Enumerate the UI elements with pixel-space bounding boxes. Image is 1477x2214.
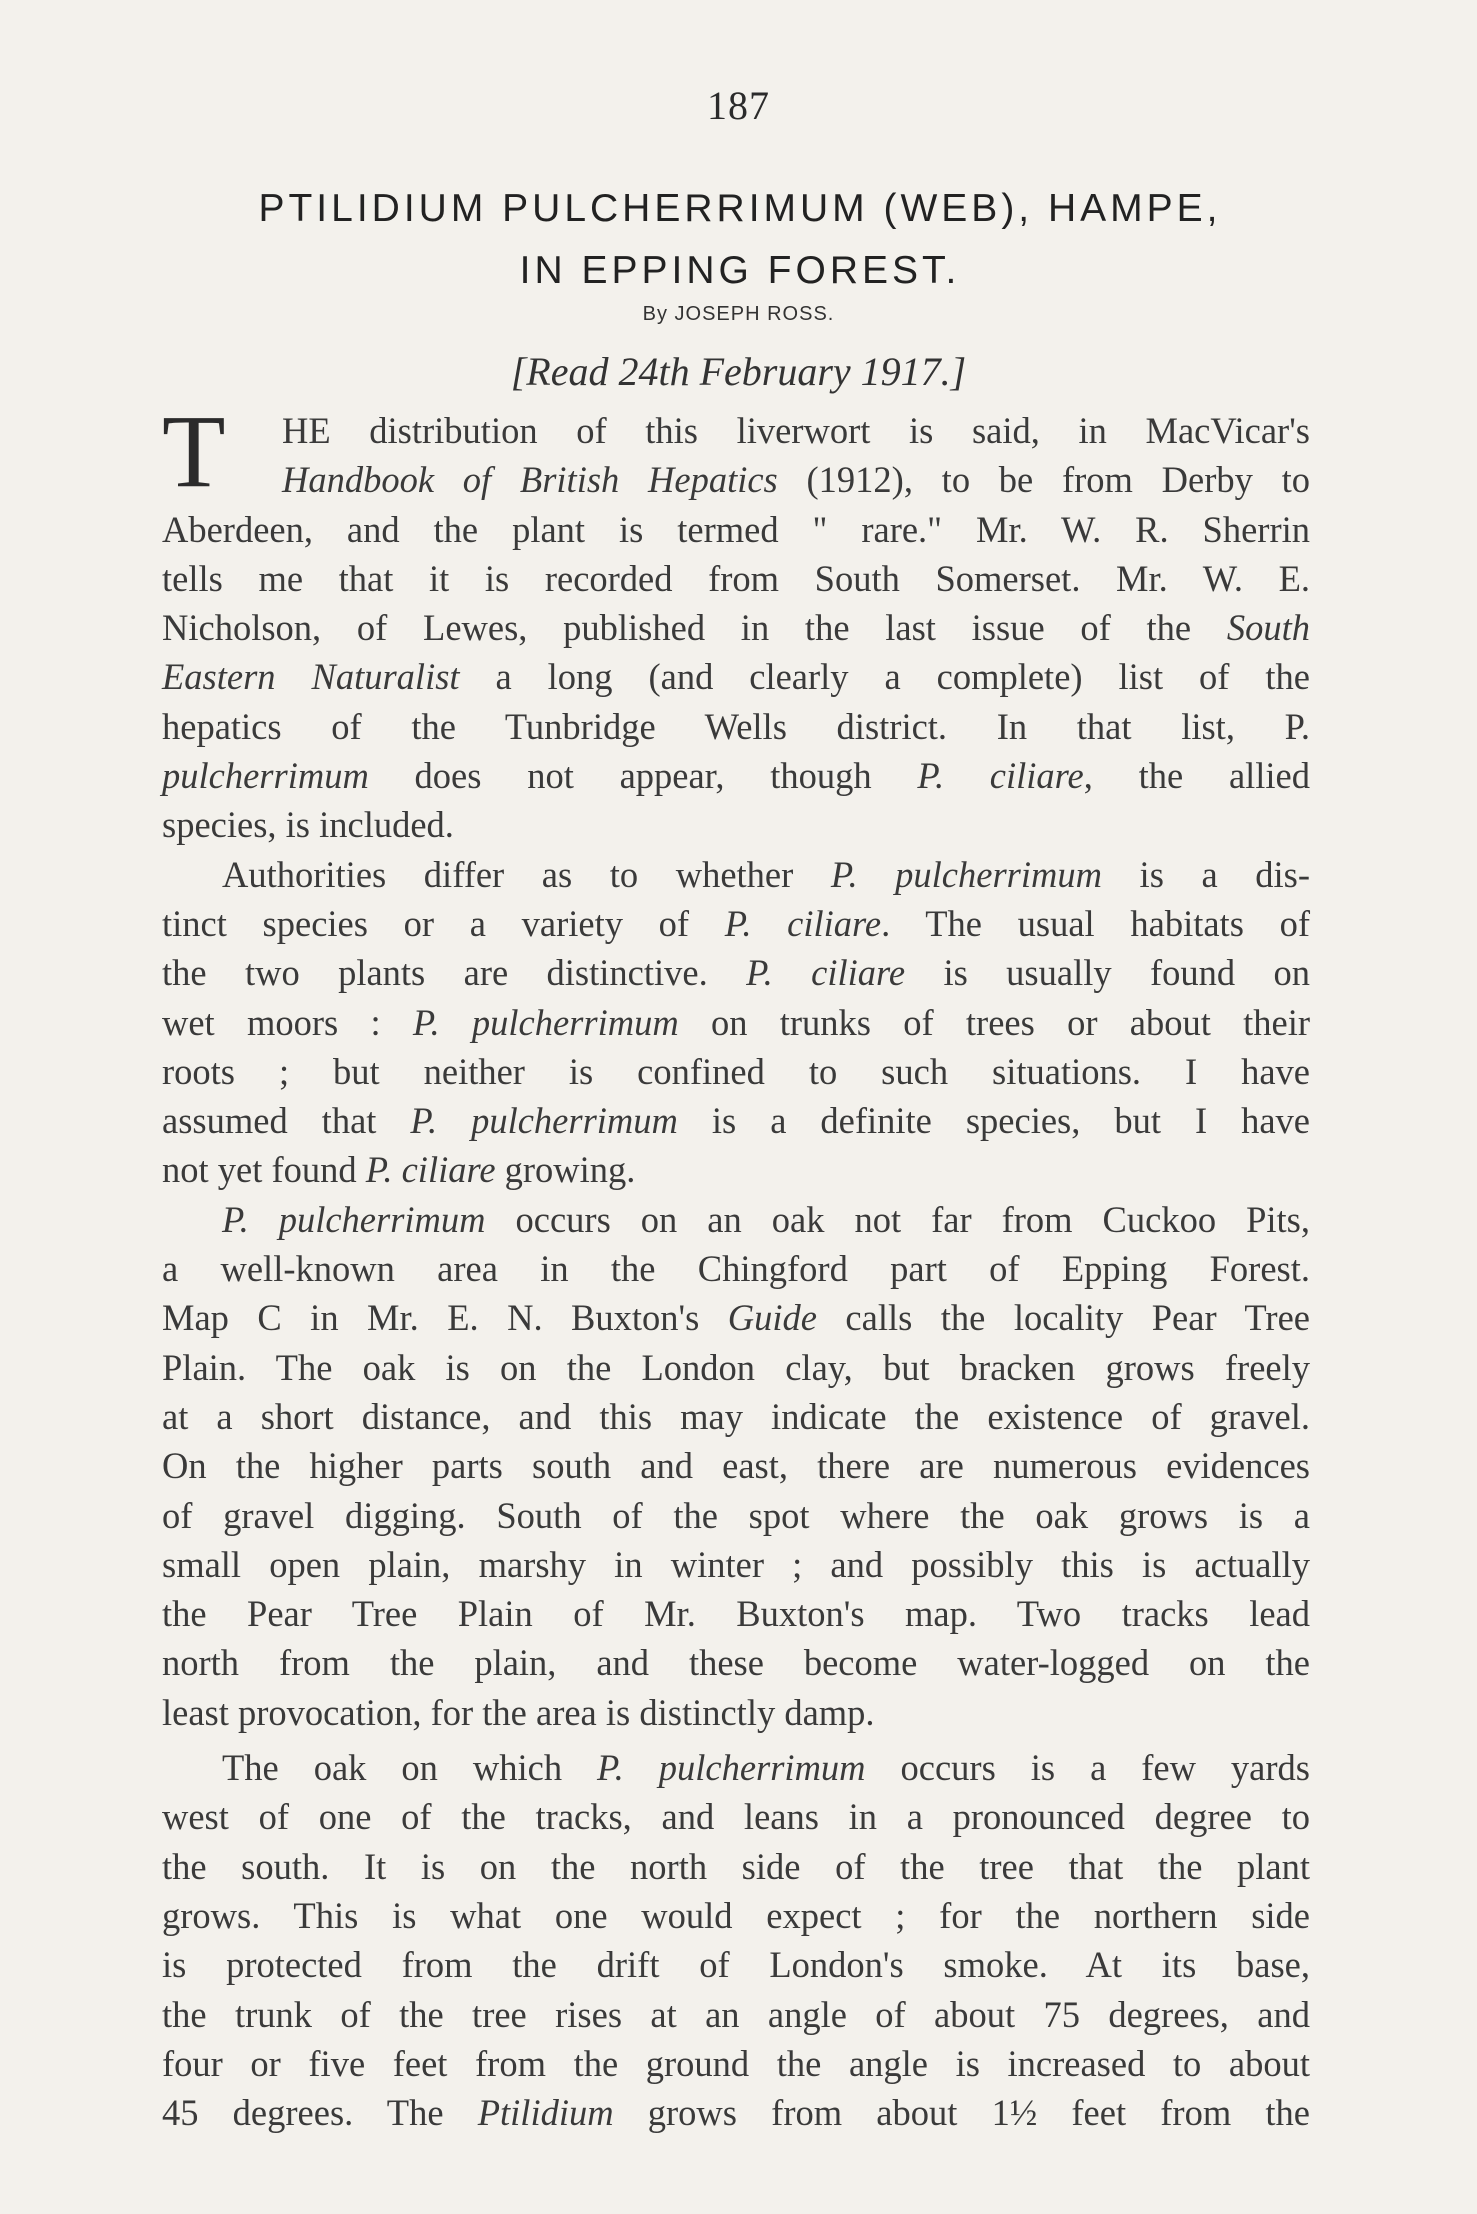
text-line: Aberdeen, and the plant is termed " rare." Mr. W. R. Sherrin bbox=[162, 508, 1310, 550]
text-line: Handbook of British Hepatics (1912), to be from Derby to bbox=[282, 459, 1310, 501]
text-line: north from the plain, and these become water-logged on the bbox=[162, 1642, 1310, 1684]
text-line: Nicholson, of Lewes, published in the last issue of the South bbox=[162, 607, 1310, 649]
text-line: tinct species or a variety of P. ciliare. The usual habitats of bbox=[162, 902, 1310, 944]
title-line-2: IN EPPING FOREST. bbox=[519, 249, 961, 292]
text-line: hepatics of the Tunbridge Wells district. In that list, P. bbox=[162, 705, 1310, 747]
text-line: pulcherrimum does not appear, though P. ciliare, the allied bbox=[162, 755, 1311, 797]
text-line: the south. It is on the north side of the tree that the plant bbox=[162, 1845, 1310, 1887]
read-date-note bbox=[0, 348, 1477, 395]
text-line: The oak on which P. pulcherrimum occurs is a few yards bbox=[222, 1747, 1310, 1789]
drop-cap: T bbox=[162, 394, 226, 509]
text-line: at a short distance, and this may indicate the existence of gravel. bbox=[162, 1395, 1310, 1437]
page-number: 187 bbox=[707, 83, 770, 128]
text-line: the two plants are distinctive. P. ciliare is usually found on bbox=[162, 952, 1311, 994]
text-line: Map C in Mr. E. N. Buxton's Guide calls the locality Pear Tree bbox=[162, 1297, 1310, 1339]
text-line: the trunk of the tree rises at an angle of about 75 degrees, and bbox=[162, 1993, 1310, 2035]
text-line: not yet found P. ciliare growing. bbox=[162, 1149, 636, 1191]
article-title bbox=[150, 178, 1330, 302]
text-line: grows. This is what one would expect ; for the northern side bbox=[162, 1894, 1310, 1936]
text-line: On the higher parts south and east, there are numerous evidences bbox=[162, 1445, 1310, 1487]
text-line: the Pear Tree Plain of Mr. Buxton's map. Two tracks lead bbox=[162, 1593, 1310, 1635]
article-body bbox=[162, 394, 1311, 2137]
text-line: wet moors : P. pulcherrimum on trunks of trees or about their bbox=[162, 1001, 1310, 1043]
text-line: species, is included. bbox=[162, 804, 454, 846]
text-line: small open plain, marshy in winter ; and possibly this is actually bbox=[162, 1543, 1310, 1585]
text-line: Eastern Naturalist a long (and clearly a complete) list of the bbox=[162, 656, 1310, 698]
text-line: Authorities differ as to whether P. pulcherrimum is a dis- bbox=[222, 853, 1311, 895]
read-date-text: [Read 24th February 1917.] bbox=[510, 349, 967, 394]
text-line: Plain. The oak is on the London clay, but bracken grows freely bbox=[162, 1346, 1310, 1388]
text-line: roots ; but neither is confined to such situations. I have bbox=[162, 1050, 1310, 1092]
text-line: a well-known area in the Chingford part of Epping Forest. bbox=[162, 1248, 1310, 1290]
text-line: assumed that P. pulcherrimum is a definite species, but I have bbox=[162, 1100, 1310, 1142]
text-line: tells me that it is recorded from South Somerset. Mr. W. E. bbox=[162, 557, 1310, 599]
text-line: of gravel digging. South of the spot where the oak grows is a bbox=[162, 1494, 1310, 1536]
title-line-1: PTILIDIUM PULCHERRIMUM (WEB), HAMPE, bbox=[258, 187, 1222, 230]
text-line: is protected from the drift of London's smoke. At its base, bbox=[162, 1944, 1310, 1986]
text-line: HE distribution of this liverwort is said, in MacVicar's bbox=[282, 410, 1310, 451]
author-byline: By JOSEPH ROSS. bbox=[642, 303, 835, 325]
text-line: P. pulcherrimum occurs on an oak not far from Cuckoo Pits, bbox=[222, 1198, 1310, 1240]
italic-title: Handbook of British Hepatics bbox=[282, 459, 778, 501]
text-line: west of one of the tracks, and leans in a pronounced degree to bbox=[162, 1796, 1310, 1838]
text-line: least provocation, for the area is distinctly damp. bbox=[162, 1691, 875, 1733]
text-line: four or five feet from the ground the angle is increased to about bbox=[162, 2042, 1310, 2084]
text-line: 45 degrees. The Ptilidium grows from about 1½ feet from the bbox=[162, 2092, 1310, 2134]
